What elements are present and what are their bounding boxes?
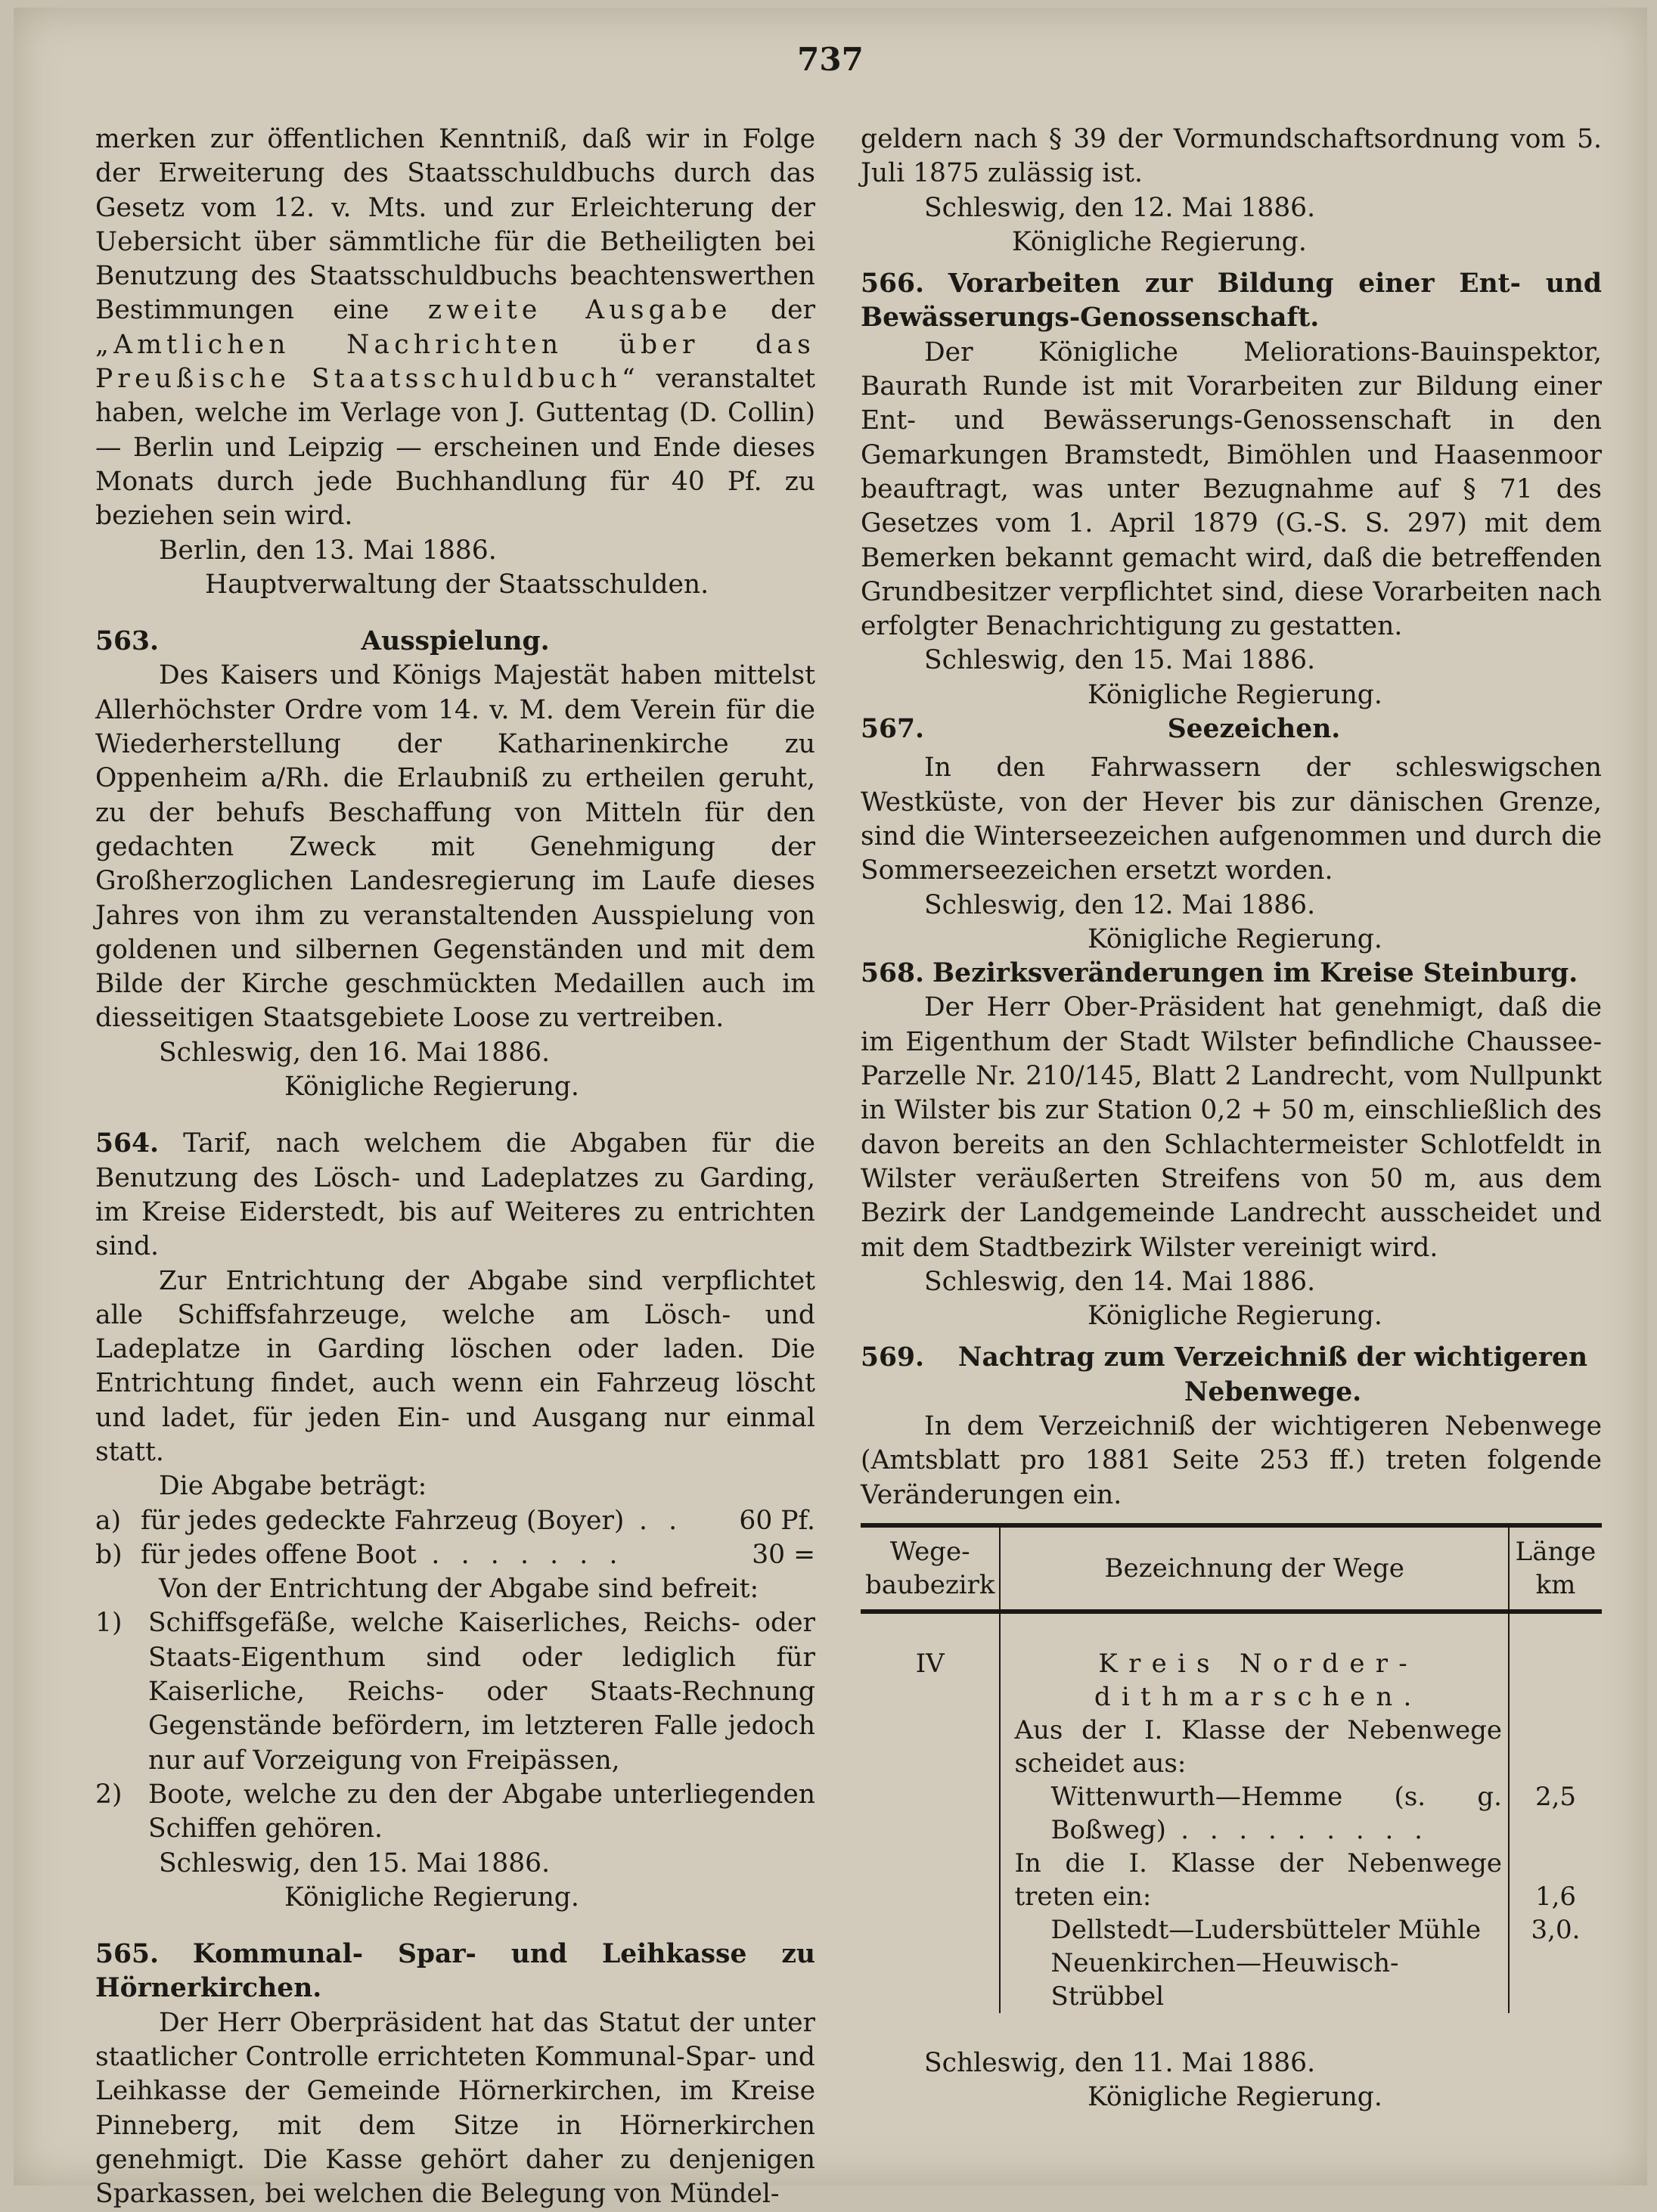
abgabe-label: Die Abgabe beträgt: bbox=[159, 1471, 427, 1502]
section-title: Nachtrag zum Verzeichniß der wichtigeren Nebenwege. bbox=[957, 1342, 1588, 1407]
section-title: Kommunal- Spar- und Leihkasse zu Hörnerkirchen. bbox=[95, 1939, 815, 2004]
quoted-title: „Amtlichen Nachrichten über das Preußische Staatsschuldbuch“ bbox=[95, 329, 815, 395]
befreit-label: Von der Entrichtung der Abgabe sind befreit: bbox=[159, 1574, 759, 1605]
section-569-heading bbox=[861, 1341, 1602, 1410]
item-text: für jedes gedeckte Fahrzeug (Boyer) . . bbox=[141, 1505, 684, 1536]
section-intro: Tarif, nach welchem die Abgaben für die Benutzung des Lösch- und Ladeplatzes zu Garding, im Kreise Eiderstedt, bis auf Weiteres zu entrichten sind. bbox=[95, 1128, 815, 1262]
section-title: Ausspielung. bbox=[361, 626, 550, 657]
section-title: Bezirksveränderungen im Kreise Steinburg. bbox=[932, 958, 1578, 989]
continuation-paragraph bbox=[95, 123, 815, 534]
exemption-2 bbox=[95, 1778, 815, 1847]
tariff-item-a bbox=[95, 1504, 815, 1538]
continuation-mid: der bbox=[771, 295, 816, 326]
continuation-text: merken zur öffentlichen Kenntniß, daß wir in Folge der Erweiterung des Staatsschuldbuchs durch das Gesetz vom 12. v. Mts. und zur Erleichterung der Uebersicht über sämmtliche für die Betheiligten bei Benutzung des Staatsschuldbuchs beachtenswerthen Bestimmungen eine bbox=[95, 124, 815, 326]
spaced-text: zweite Ausgabe bbox=[427, 295, 732, 326]
in-road-1: Dellstedt—Ludersbütteler Mühle bbox=[1050, 1914, 1482, 1945]
document-page bbox=[14, 8, 1647, 2210]
road-cell bbox=[1000, 1612, 1509, 2013]
out-intro: Aus der I. Klasse der Nebenwege scheidet aus: bbox=[1014, 1714, 1502, 1779]
section-number: 565. bbox=[95, 1939, 160, 1970]
section-title: Vorarbeiten zur Bildung einer Ent- und Bewässerungs-Genossenschaft. bbox=[861, 268, 1602, 334]
section-563-body: Des Kaisers und Königs Majestät haben mittelst Allerhöchster Ordre vom 14. v. M. dem Verein für die Wiederherstellung der Katharinenkirche zu Oppenheim a/Rh. die Erlaubniß zu ertheilen geruht, zu der behufs Beschaffung von Mitteln für den gedachten Zweck mit Genehmigung der Großherzoglichen Landesregierung im Laufe dieses Jahres von ihm zu veranstaltenden Ausspielung von goldenen und silbernen Gegenständen und mit dem Bilde der Kirche geschmückten Medaillen auch im diesseitigen Staatsgebiete Loose zu vertreiben. bbox=[95, 660, 815, 1034]
out-road: Wittenwurth—Hemme (s. g. Boßweg) . . . . . . . . . bbox=[1050, 1781, 1502, 1845]
item-text: Schiffsgefäße, welche Kaiserliches, Reichs- oder Staats-Eigenthum sind oder lediglich für Kaiserliche, Reichs- oder Staats-Rechnung Gegenstände befördern, im letzteren Falle jedoch nur auf Vorzeigung von Freipässen, bbox=[148, 1608, 815, 1776]
item-amount: 60 Pf. bbox=[739, 1505, 815, 1536]
signature: Königliche Regierung. bbox=[284, 1882, 579, 1913]
signature: Hauptverwaltung der Staatsschulden. bbox=[205, 569, 709, 600]
section-565-heading bbox=[95, 1937, 815, 2006]
left-column bbox=[95, 123, 815, 2212]
in-length-1: 1,6 bbox=[1534, 1881, 1577, 1912]
item-text: für jedes offene Boot . . . . . . . bbox=[141, 1539, 625, 1570]
continuation-end: veranstaltet haben, welche im Verlage von J. Guttentag (D. Collin) — Berlin und Leipzig — erscheinen und Ende dieses Monats durch jede Buchhandlung für 40 Pf. zu beziehen sein wird. bbox=[95, 364, 815, 532]
signature: Königliche Regierung. bbox=[1088, 923, 1382, 954]
signature: Königliche Regierung. bbox=[1088, 2082, 1382, 2113]
section-567-body: In den Fahrwassern der schleswigschen Westküste, von der Hever bis zur dänischen Grenze, sind die Winterseezeichen aufgenommen und durch die Sommerseezeichen ersetzt worden. bbox=[861, 752, 1602, 886]
section-number: 568. bbox=[861, 958, 925, 989]
date-line: Schleswig, den 14. Mai 1886. bbox=[924, 1266, 1316, 1297]
section-565-body: Der Herr Oberpräsident hat das Statut der unter staatlicher Controlle errichteten Kommunal-Spar- und Leihkasse der Gemeinde Hörnerkirchen, im Kreise Pinneberg, mit dem Sitze in Hörnerkirchen genehmigt. Die Kasse gehört daher zu denjenigen Sparkassen, bei welchen die Belegung von Mündel- bbox=[95, 2007, 815, 2210]
right-column bbox=[861, 123, 1602, 2114]
table-row bbox=[861, 1612, 1602, 2013]
header-length: Länge km bbox=[1509, 1528, 1602, 1612]
date-line: Schleswig, den 15. Mai 1886. bbox=[159, 1847, 551, 1878]
in-road-2: Neuenkirchen—Heuwisch-Strübbel bbox=[1050, 1947, 1399, 2012]
item-label: 2) bbox=[95, 1779, 123, 1810]
section-number: 567. bbox=[861, 714, 925, 745]
kreis-label: Kreis Norder-dithmarschen. bbox=[1094, 1648, 1423, 1712]
date-line: Schleswig, den 12. Mai 1886. bbox=[924, 192, 1316, 223]
district-cell: IV bbox=[861, 1612, 1000, 2013]
signature: Königliche Regierung. bbox=[1088, 1301, 1382, 1332]
exemption-1 bbox=[95, 1606, 815, 1777]
item-label: 1) bbox=[95, 1608, 123, 1639]
table-header-row bbox=[861, 1528, 1602, 1612]
header-road: Bezeichnung der Wege bbox=[1000, 1528, 1509, 1612]
section-569-body: In dem Verzeichniß der wichtigeren Nebenwege (Amtsblatt pro 1881 Seite 253 ff.) treten folgende Veränderungen ein. bbox=[861, 1410, 1602, 1510]
in-length-2: 3,0. bbox=[1531, 1914, 1581, 1945]
date-line: Berlin, den 13. Mai 1886. bbox=[159, 535, 497, 566]
item-label: a) bbox=[95, 1505, 122, 1536]
date-line: Schleswig, den 12. Mai 1886. bbox=[924, 889, 1316, 920]
length-cell bbox=[1509, 1612, 1602, 2013]
continuation-paragraph: geldern nach § 39 der Vormundschaftsordnung vom 5. Juli 1875 zulässig ist. bbox=[861, 124, 1602, 189]
page-number: 737 bbox=[797, 41, 864, 78]
section-564-intro bbox=[95, 1127, 815, 1264]
section-title: Seezeichen. bbox=[1167, 714, 1341, 745]
section-566-body: Der Königliche Meliorations-Bauinspektor, Baurath Runde ist mit Vorarbeiten zur Bildung einer Ent- und Bewässerungs-Genossenschaft in den Gemarkungen Bramstedt, Bimöhlen und Haasenmoor beauftragt, was unter Bezugnahme auf § 71 des Gesetzes vom 1. April 1879 (G.-S. S. 297) mit dem Bemerken bekannt gemacht wird, daß die betreffenden Grundbesitzer verpflichtet sind, diese Vorarbeiten nach erfolgter Benachrichtigung zu gestatten. bbox=[861, 337, 1602, 642]
item-label: b) bbox=[95, 1539, 123, 1570]
signature: Königliche Regierung. bbox=[284, 1072, 579, 1103]
date-line: Schleswig, den 15. Mai 1886. bbox=[924, 645, 1316, 676]
section-568-body: Der Herr Ober-Präsident hat genehmigt, daß die im Eigenthum der Stadt Wilster befindliche Chaussee-Parzelle Nr. 210/145, Blatt 2 Landrecht, vom Nullpunkt in Wilster bis zur Station 0,2 + 50 m, einschließlich des davon bereits an den Schlachtermeister Schlotfeldt in Wilster veräußerten Streifens von 50 m, aus dem Bezirk der Landgemeinde Landrecht ausscheidet und mit dem Stadtbezirk Wilster vereinigt wird. bbox=[861, 992, 1602, 1263]
section-567-heading bbox=[861, 712, 1602, 746]
section-568-heading bbox=[861, 957, 1602, 991]
roads-table bbox=[861, 1523, 1602, 2013]
tariff-item-b bbox=[95, 1538, 815, 1572]
section-563-heading bbox=[95, 625, 815, 659]
section-number: 564. bbox=[95, 1128, 160, 1159]
in-intro: In die I. Klasse der Nebenwege treten ein: bbox=[1014, 1847, 1502, 1912]
date-line: Schleswig, den 16. Mai 1886. bbox=[159, 1037, 551, 1068]
item-amount: 30 = bbox=[752, 1539, 815, 1570]
section-566-heading bbox=[861, 267, 1602, 336]
signature: Königliche Regierung. bbox=[1012, 226, 1307, 257]
section-number: 566. bbox=[861, 268, 925, 299]
date-line: Schleswig, den 11. Mai 1886. bbox=[924, 2047, 1316, 2078]
item-text: Boote, welche zu den der Abgabe unterliegenden Schiffen gehören. bbox=[148, 1779, 815, 1844]
section-number: 563. bbox=[95, 626, 160, 657]
section-564-para: Zur Entrichtung der Abgabe sind verpflichtet alle Schiffsfahrzeuge, welche am Lösch- und Ladeplatze in Garding löschen oder laden. Die Entrichtung findet, auch wenn ein Fahrzeug löscht und ladet, für jeden Ein- und Ausgang nur einmal statt. bbox=[95, 1265, 815, 1467]
signature: Königliche Regierung. bbox=[1088, 679, 1382, 710]
header-district: Wege-baubezirk bbox=[861, 1528, 1000, 1612]
out-length: 2,5 bbox=[1534, 1781, 1577, 1812]
section-number: 569. bbox=[861, 1342, 925, 1373]
